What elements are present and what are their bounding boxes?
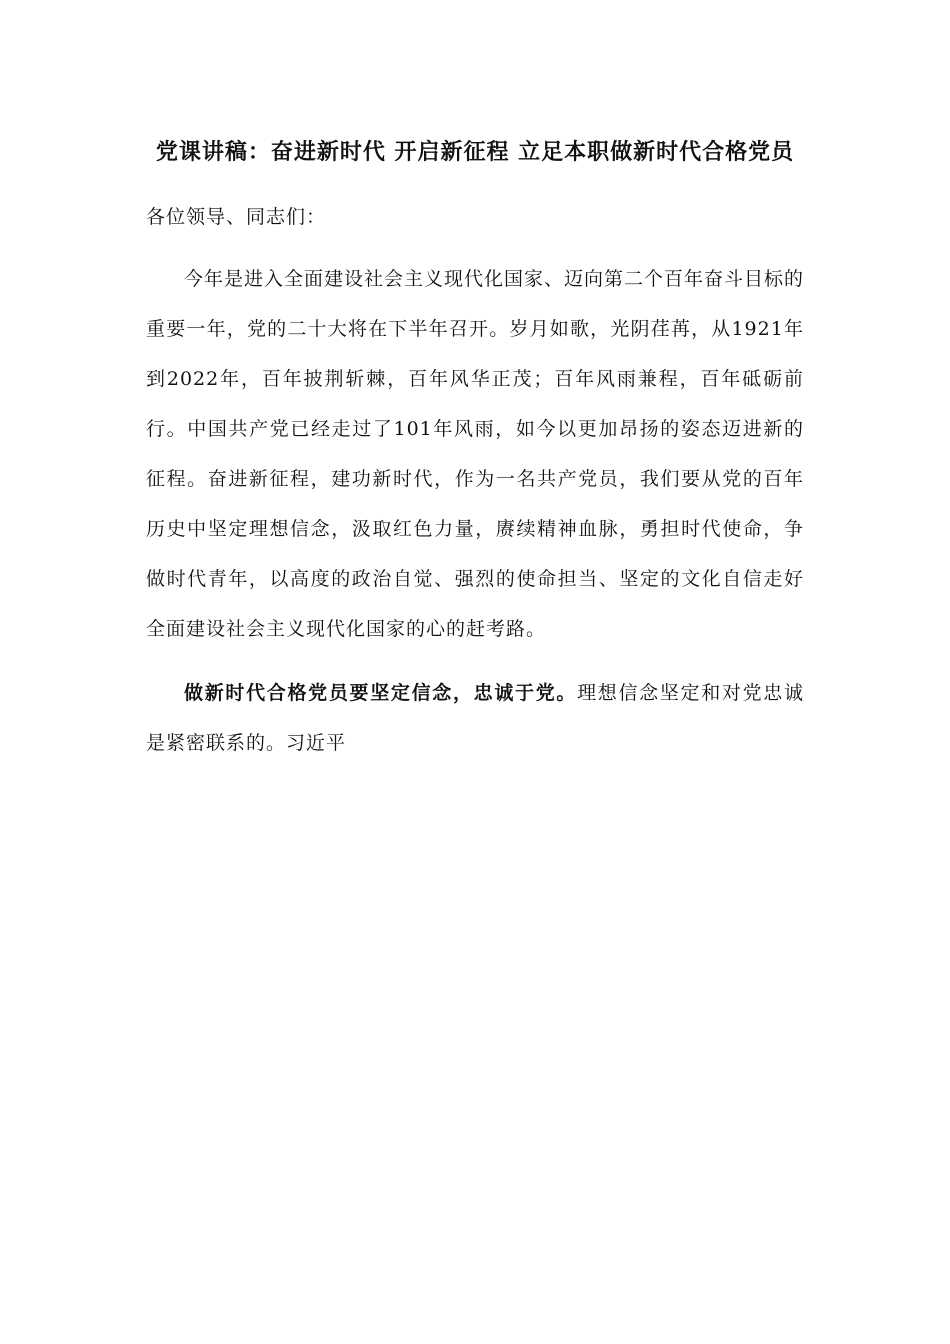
paragraph-belief	[146, 668, 804, 768]
document-content	[146, 128, 804, 768]
paragraph-intro-text: 今年是进入全面建设社会主义现代化国家、迈向第二个百年奋斗目标的重要一年，党的二十大将在下半年召开。岁月如歌，光阴荏苒，从1921年到2022年，百年披荆斩棘，百年风华正茂；百年风雨兼程，百年砥砺前行。中国共产党已经走过了101年风雨，如今以更加昂扬的姿态迈进新的征程。奋进新征程，建功新时代，作为一名共产党员，我们要从党的百年历史中坚定理想信念，汲取红色力量，赓续精神血脉，勇担时代使命，争做时代青年，以高度的政治自觉、强烈的使命担当、坚定的文化自信走好全面建设社会主义现代化国家的心的赶考路。	[146, 268, 805, 640]
salutation: 各位领导、同志们：	[146, 206, 327, 228]
paragraph-intro	[146, 254, 804, 654]
paragraph-belief-lead: 做新时代合格党员要坚定信念，忠诚于党。	[184, 682, 578, 704]
paragraph-belief-text: 理想信念坚定和对党忠诚是紧密联系的。习近平	[146, 682, 804, 754]
document-title: 党课讲稿：奋进新时代 开启新征程 立足本职做新时代合格党员	[155, 140, 795, 165]
